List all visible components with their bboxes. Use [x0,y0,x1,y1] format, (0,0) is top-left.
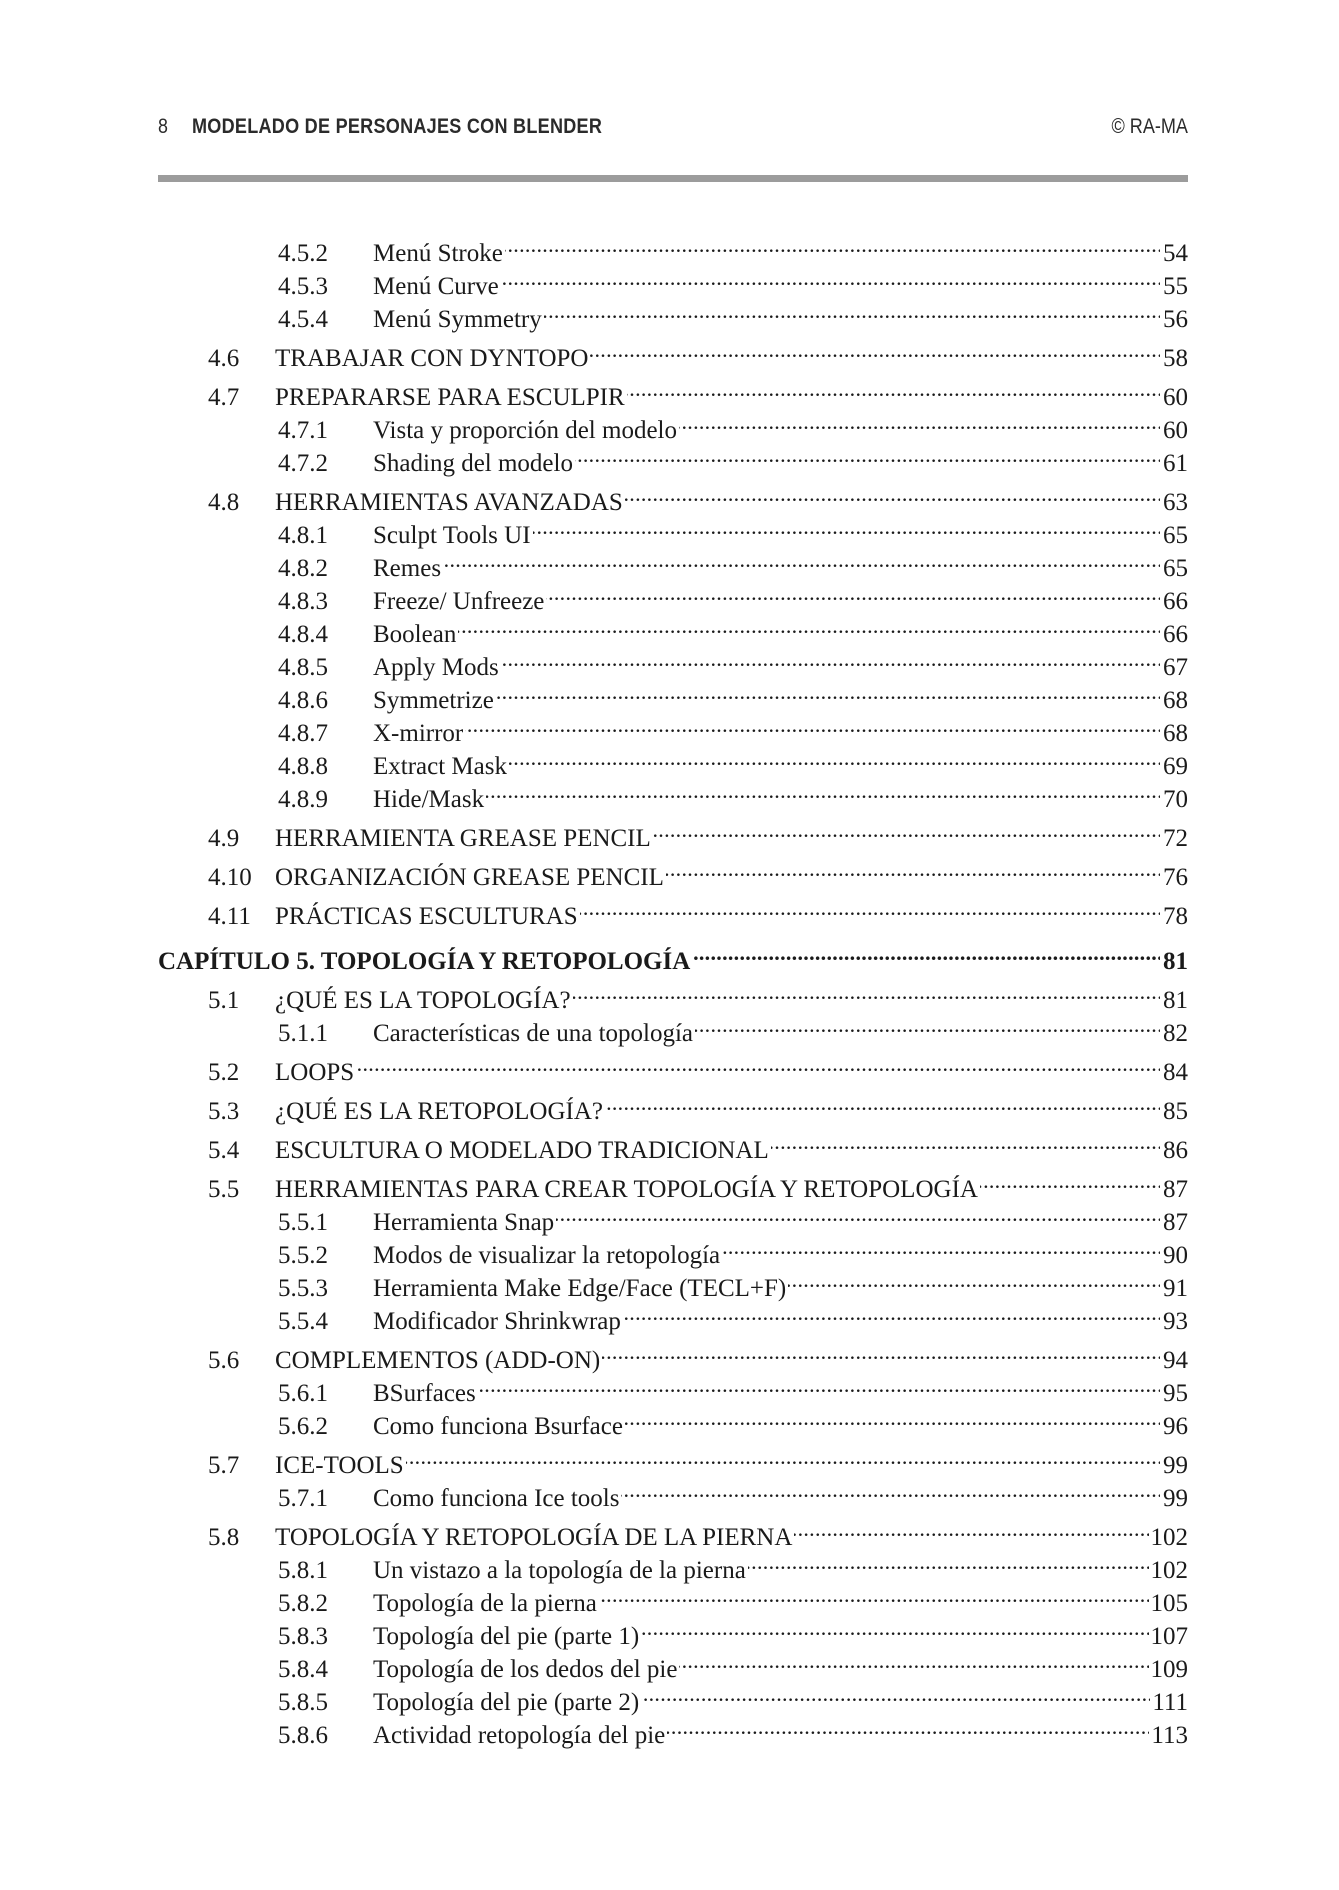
toc-entry-title: Modos de visualizar la retopología [373,1242,721,1269]
toc-subsection-entry [158,1368,1188,1407]
toc-entry-title: ¿QUÉ ES LA TOPOLOGÍA? [275,987,571,1014]
toc-entry-page: 113 [1151,1722,1188,1749]
toc-dot-leader [575,438,1160,471]
toc-entry-number: 4.7.2 [278,450,328,477]
toc-dot-leader [356,1047,1160,1080]
toc-entry-title: Un vistazo a la topología de la pierna [373,1557,746,1584]
toc-entry-title: Herramienta Make Edge/Face (TECL+F) [373,1275,787,1302]
toc-entry-page: 109 [1150,1656,1188,1683]
toc-dot-leader [533,510,1160,543]
toc-dot-leader [794,1512,1148,1545]
toc-subsection-entry [158,576,1188,615]
toc-entry-number: 4.8.9 [278,786,328,813]
toc-entry-page: 81 [1163,948,1188,975]
toc-entry-number: 4.5.3 [278,273,328,300]
toc-subsection-entry [158,228,1188,267]
toc-subsection-entry [158,1008,1188,1047]
toc-section-entry [158,1047,1188,1086]
toc-chapter-entry [158,936,1188,975]
toc-dot-leader [641,1611,1148,1644]
toc-entry-number: 5.3 [208,1098,240,1125]
toc-entry-number: 5.5.2 [278,1242,328,1269]
toc-dot-leader [667,1710,1149,1743]
toc-section-entry [158,1164,1188,1203]
toc-entry-title: Menú Symmetry [373,306,542,333]
toc-entry-title: HERRAMIENTAS PARA CREAR TOPOLOGÍA Y RETOPOLOGÍA [275,1176,978,1203]
toc-entry-number: 4.8 [208,489,240,516]
toc-dot-leader [573,975,1160,1008]
toc-entry-title: Herramienta Snap [373,1209,555,1236]
toc-dot-leader [602,1335,1160,1368]
toc-entry-page: 111 [1152,1689,1188,1716]
toc-dot-leader [641,1677,1150,1710]
toc-entry-page: 69 [1163,753,1188,780]
toc-section-entry [158,813,1188,852]
toc-section-entry [158,1440,1188,1479]
toc-dot-leader [556,1197,1160,1230]
toc-dot-leader [580,891,1160,924]
toc-subsection-entry [158,675,1188,714]
toc-entry-number: 4.7.1 [278,417,328,444]
toc-entry-title: Como funciona Ice tools [373,1485,620,1512]
toc-entry-number: 5.1.1 [278,1020,328,1047]
toc-entry-title: Apply Mods [373,654,499,681]
toc-entry-page: 91 [1163,1275,1188,1302]
toc-entry-page: 70 [1163,786,1188,813]
toc-entry-number: 4.8.3 [278,588,328,615]
toc-entry-page: 78 [1163,903,1188,930]
toc-subsection-entry [158,510,1188,549]
toc-entry-page: 82 [1163,1020,1188,1047]
toc-entry-number: 5.8.2 [278,1590,328,1617]
toc-section-entry [158,477,1188,516]
toc-entry-number: 4.8.4 [278,621,328,648]
toc-entry-number: 4.9 [208,825,240,852]
toc-dot-leader [621,1473,1160,1506]
toc-entry-page: 60 [1163,417,1188,444]
toc-entry-page: 102 [1150,1524,1188,1551]
toc-entry-page: 68 [1163,720,1188,747]
toc-entry-title: Symmetrize [373,687,494,714]
toc-entry-title: X-mirror [373,720,464,747]
toc-dot-leader [980,1164,1160,1197]
toc-entry-page: 54 [1163,240,1188,267]
toc-dot-leader [465,708,1160,741]
toc-entry-page: 93 [1163,1308,1188,1335]
toc-entry-number: 5.8.5 [278,1689,328,1716]
toc-subsection-entry [158,438,1188,477]
table-of-contents [158,228,1188,1749]
toc-dot-leader [458,609,1160,642]
toc-entry-title: Hide/Mask [373,786,485,813]
toc-dot-leader [478,1368,1160,1401]
toc-dot-leader [695,1008,1160,1041]
toc-entry-title: Actividad retopología del pie [373,1722,666,1749]
toc-entry-title: ESCULTURA O MODELADO TRADICIONAL [275,1137,769,1164]
toc-entry-number: 5.6.2 [278,1413,328,1440]
toc-entry-page: 66 [1163,588,1188,615]
toc-entry-page: 87 [1163,1209,1188,1236]
toc-entry-title: Como funciona Bsurface [373,1413,623,1440]
toc-entry-page: 86 [1163,1137,1188,1164]
toc-section-entry [158,975,1188,1014]
toc-entry-title: Freeze/ Unfreeze [373,588,545,615]
toc-entry-title: ¿QUÉ ES LA RETOPOLOGÍA? [275,1098,603,1125]
toc-entry-page: 95 [1163,1380,1188,1407]
toc-entry-page: 99 [1163,1485,1188,1512]
toc-entry-number: 5.8.3 [278,1623,328,1650]
toc-subsection-entry [158,1611,1188,1650]
toc-entry-title: Menú Stroke [373,240,503,267]
toc-dot-leader [505,228,1160,261]
toc-section-entry [158,852,1188,891]
toc-entry-page: 96 [1163,1413,1188,1440]
toc-entry-number: 4.10 [208,864,252,891]
toc-section-entry [158,1512,1188,1551]
toc-entry-title: Menú Curve [373,273,499,300]
toc-entry-page: 76 [1163,864,1188,891]
toc-entry-page: 67 [1163,654,1188,681]
toc-dot-leader [496,675,1160,708]
toc-entry-number: 4.6 [208,345,240,372]
toc-entry-title: Topología del pie (parte 1) [373,1623,640,1650]
toc-entry-title: Modificador Shrinkwrap [373,1308,621,1335]
toc-dot-leader [599,1578,1149,1611]
toc-entry-page: 94 [1163,1347,1188,1374]
toc-entry-number: 5.7 [208,1452,240,1479]
toc-entry-number: 5.6.1 [278,1380,328,1407]
toc-entry-title: Topología del pie (parte 2) [373,1689,640,1716]
toc-subsection-entry [158,609,1188,648]
toc-subsection-entry [158,774,1188,813]
toc-entry-number: 5.2 [208,1059,240,1086]
toc-entry-title: Remes [373,555,442,582]
toc-entry-title: TOPOLOGÍA Y RETOPOLOGÍA DE LA PIERNA [275,1524,793,1551]
toc-dot-leader [544,294,1160,327]
toc-dot-leader [627,372,1160,405]
toc-dot-leader [406,1440,1160,1473]
toc-subsection-entry [158,642,1188,681]
toc-dot-leader [722,1230,1160,1263]
toc-entry-page: 61 [1163,450,1188,477]
toc-dot-leader [666,852,1160,885]
toc-entry-number: 5.8 [208,1524,240,1551]
toc-entry-page: 84 [1163,1059,1188,1086]
toc-subsection-entry [158,543,1188,582]
toc-entry-title: ICE-TOOLS [275,1452,404,1479]
toc-subsection-entry [158,1545,1188,1584]
toc-entry-number: 5.5 [208,1176,240,1203]
toc-entry-number: 5.8.4 [278,1656,328,1683]
toc-entry-title: Características de una topología [373,1020,694,1047]
toc-entry-page: 58 [1163,345,1188,372]
toc-entry-number: 4.5.4 [278,306,328,333]
toc-entry-page: 65 [1163,555,1188,582]
toc-entry-number: 5.1 [208,987,240,1014]
toc-subsection-entry [158,1263,1188,1302]
toc-dot-leader [679,1644,1148,1677]
toc-entry-page: 66 [1163,621,1188,648]
toc-entry-number: 4.8.1 [278,522,328,549]
running-header [158,115,1188,145]
toc-dot-leader [546,576,1160,609]
toc-entry-page: 105 [1150,1590,1188,1617]
toc-entry-title: PRÁCTICAS ESCULTURAS [275,903,578,930]
toc-entry-title: PREPARARSE PARA ESCULPIR [275,384,625,411]
toc-entry-number: 4.8.7 [278,720,328,747]
toc-entry-page: 72 [1163,825,1188,852]
toc-entry-title: HERRAMIENTAS AVANZADAS [275,489,623,516]
toc-entry-title: Sculpt Tools UI [373,522,531,549]
toc-subsection-entry [158,261,1188,300]
toc-entry-page: 102 [1150,1557,1188,1584]
toc-entry-number: 5.4 [208,1137,240,1164]
toc-subsection-entry [158,1230,1188,1269]
toc-entry-title: Shading del modelo [373,450,573,477]
toc-dot-leader [623,1296,1160,1329]
toc-dot-leader [653,813,1160,846]
toc-subsection-entry [158,708,1188,747]
toc-dot-leader [679,405,1160,438]
toc-entry-page: 63 [1163,489,1188,516]
toc-entry-number: 5.8.6 [278,1722,328,1749]
toc-dot-leader [501,261,1160,294]
toc-section-entry [158,1086,1188,1125]
toc-subsection-entry [158,1197,1188,1236]
toc-dot-leader [443,543,1160,576]
toc-entry-number: 4.11 [208,903,251,930]
toc-section-entry [158,333,1188,372]
toc-entry-number: 4.5.2 [278,240,328,267]
toc-entry-number: 5.8.1 [278,1557,328,1584]
toc-dot-leader [692,936,1160,969]
toc-subsection-entry [158,1710,1188,1749]
toc-entry-number: 5.6 [208,1347,240,1374]
toc-section-entry [158,1125,1188,1164]
toc-entry-page: 55 [1163,273,1188,300]
toc-entry-title: TRABAJAR CON DYNTOPO [275,345,589,372]
toc-subsection-entry [158,1644,1188,1683]
header-publisher: © RA-MA [1111,115,1188,138]
toc-entry-number: 4.8.2 [278,555,328,582]
toc-entry-title: Topología de los dedos del pie [373,1656,678,1683]
header-book-title: MODELADO DE PERSONAJES CON BLENDER [192,115,603,138]
toc-section-entry [158,372,1188,411]
toc-entry-page: 107 [1150,1623,1188,1650]
toc-entry-page: 87 [1163,1176,1188,1203]
toc-entry-page: 68 [1163,687,1188,714]
toc-entry-title: COMPLEMENTOS (ADD-ON) [275,1347,601,1374]
header-rule [158,175,1188,182]
toc-subsection-entry [158,1677,1188,1716]
toc-entry-number: 4.8.5 [278,654,328,681]
toc-entry-page: 90 [1163,1242,1188,1269]
toc-entry-number: 4.7 [208,384,240,411]
toc-entry-page: 60 [1163,384,1188,411]
toc-entry-title: Topología de la pierna [373,1590,597,1617]
toc-subsection-entry [158,294,1188,333]
toc-entry-number: 5.5.1 [278,1209,328,1236]
toc-entry-title: Vista y proporción del modelo [373,417,677,444]
toc-entry-page: 56 [1163,306,1188,333]
toc-entry-page: 65 [1163,522,1188,549]
toc-dot-leader [625,1401,1160,1434]
toc-entry-title: CAPÍTULO 5. TOPOLOGÍA Y RETOPOLOGÍA [158,948,691,975]
toc-entry-title: BSurfaces [373,1380,476,1407]
toc-dot-leader [771,1125,1160,1158]
toc-dot-leader [590,333,1160,366]
toc-entry-page: 81 [1163,987,1188,1014]
toc-subsection-entry [158,1296,1188,1335]
toc-entry-title: LOOPS [275,1059,355,1086]
toc-entry-number: 4.8.8 [278,753,328,780]
toc-dot-leader [605,1086,1160,1119]
toc-entry-title: HERRAMIENTA GREASE PENCIL [275,825,651,852]
toc-entry-number: 5.5.4 [278,1308,328,1335]
toc-dot-leader [486,774,1160,807]
toc-entry-title: Extract Mask [373,753,507,780]
toc-entry-number: 4.8.6 [278,687,328,714]
toc-entry-title: ORGANIZACIÓN GREASE PENCIL [275,864,664,891]
toc-subsection-entry [158,741,1188,780]
toc-subsection-entry [158,1473,1188,1512]
toc-entry-title: Boolean [373,621,457,648]
toc-entry-page: 99 [1163,1452,1188,1479]
toc-dot-leader [501,642,1160,675]
header-page-number: 8 [158,115,168,138]
toc-entry-number: 5.5.3 [278,1275,328,1302]
toc-dot-leader [788,1263,1160,1296]
toc-entry-number: 5.7.1 [278,1485,328,1512]
toc-subsection-entry [158,405,1188,444]
toc-dot-leader [625,477,1160,510]
toc-dot-leader [509,741,1160,774]
toc-subsection-entry [158,1578,1188,1617]
toc-section-entry [158,891,1188,930]
toc-entry-page: 85 [1163,1098,1188,1125]
toc-dot-leader [748,1545,1149,1578]
toc-section-entry [158,1335,1188,1374]
toc-subsection-entry [158,1401,1188,1440]
